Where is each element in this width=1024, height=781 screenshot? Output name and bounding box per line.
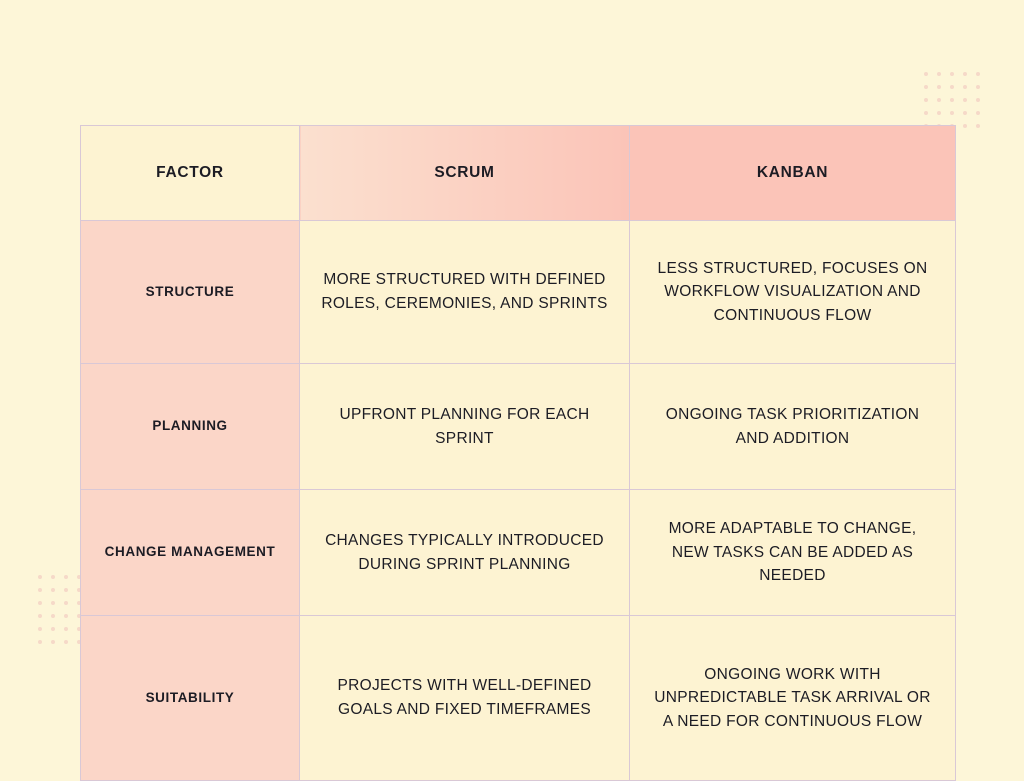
- table-row: [81, 616, 956, 781]
- column-header-scrum: SCRUM: [300, 126, 630, 221]
- decorative-dots-bottom-left: [38, 575, 81, 644]
- table-header-row: [81, 126, 956, 221]
- scrum-kanban-comparison-table: [80, 125, 956, 781]
- row-factor-label: STRUCTURE: [81, 221, 300, 364]
- row-scrum-value: UPFRONT PLANNING FOR EACH SPRINT: [300, 364, 630, 490]
- column-header-kanban: KANBAN: [630, 126, 956, 221]
- table-row: [81, 364, 956, 490]
- row-scrum-value: CHANGES TYPICALLY INTRODUCED DURING SPRINT PLANNING: [300, 490, 630, 616]
- column-header-factor: FACTOR: [81, 126, 300, 221]
- row-factor-label: SUITABILITY: [81, 616, 300, 781]
- row-kanban-value: LESS STRUCTURED, FOCUSES ON WORKFLOW VISUALIZATION AND CONTINUOUS FLOW: [630, 221, 956, 364]
- row-kanban-value: MORE ADAPTABLE TO CHANGE, NEW TASKS CAN BE ADDED AS NEEDED: [630, 490, 956, 616]
- decorative-dots-top-right: [924, 72, 980, 128]
- row-factor-label: PLANNING: [81, 364, 300, 490]
- row-kanban-value: ONGOING WORK WITH UNPREDICTABLE TASK ARRIVAL OR A NEED FOR CONTINUOUS FLOW: [630, 616, 956, 781]
- row-kanban-value: ONGOING TASK PRIORITIZATION AND ADDITION: [630, 364, 956, 490]
- table-row: [81, 221, 956, 364]
- row-scrum-value: PROJECTS WITH WELL-DEFINED GOALS AND FIXED TIMEFRAMES: [300, 616, 630, 781]
- table-header: [81, 126, 956, 221]
- comparison-table-container: [80, 125, 955, 781]
- row-scrum-value: MORE STRUCTURED WITH DEFINED ROLES, CEREMONIES, AND SPRINTS: [300, 221, 630, 364]
- table-body: [81, 221, 956, 781]
- row-factor-label: CHANGE MANAGEMENT: [81, 490, 300, 616]
- table-row: [81, 490, 956, 616]
